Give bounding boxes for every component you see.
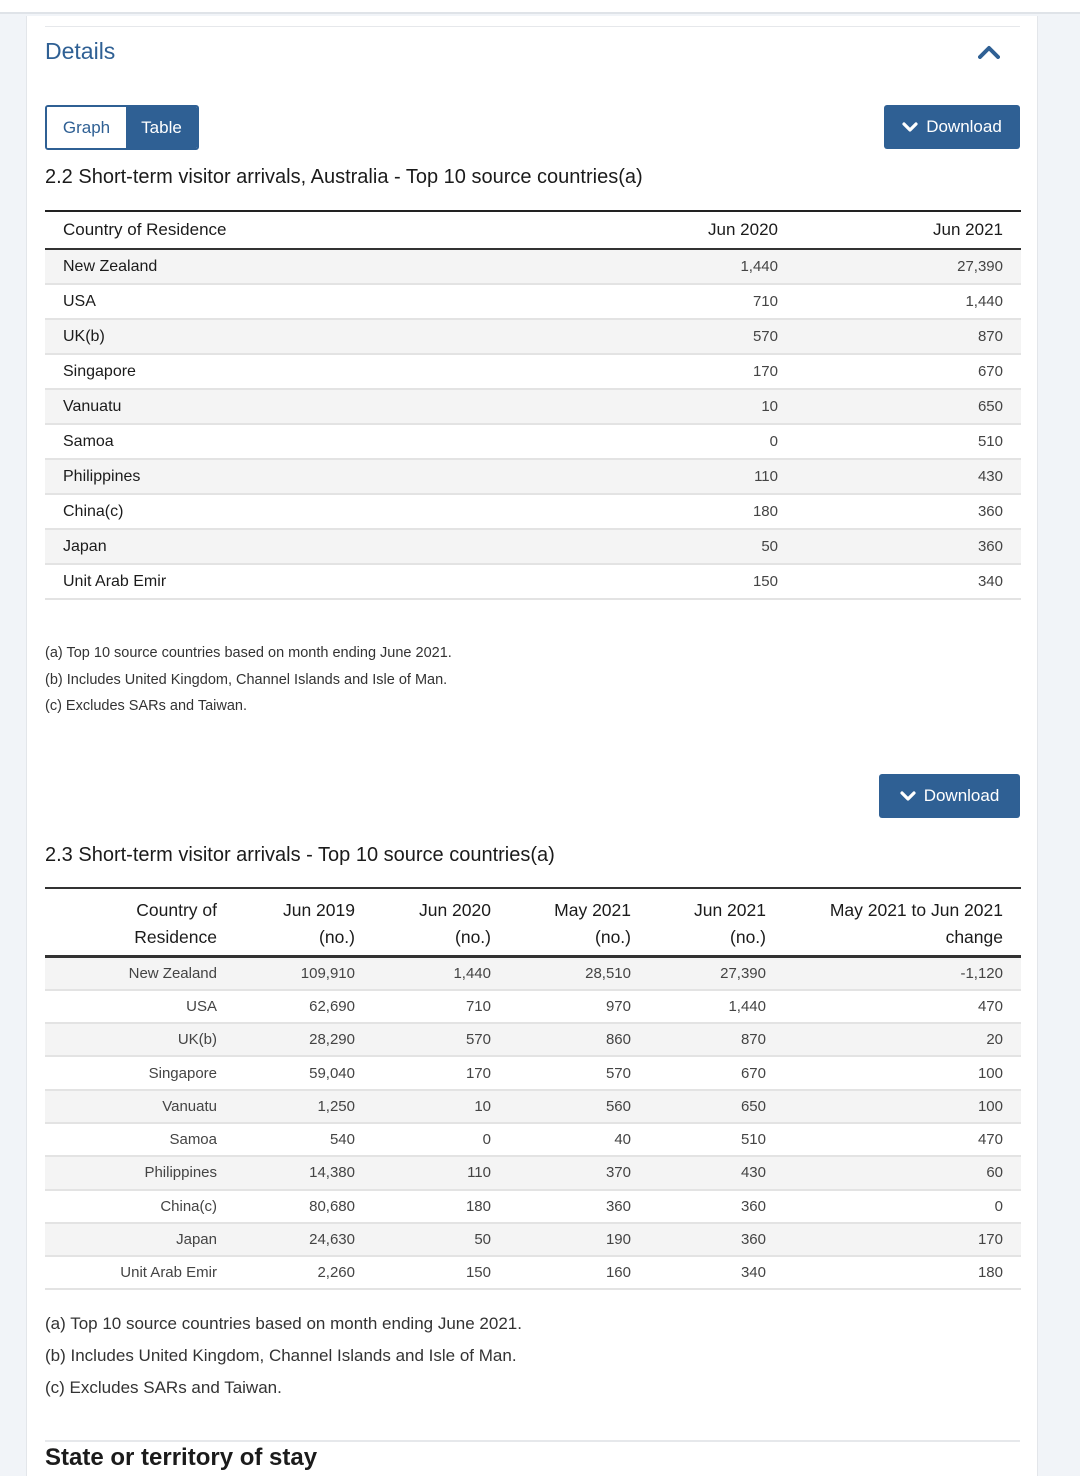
country-cell: Philippines xyxy=(45,459,538,494)
value-cell: 430 xyxy=(631,1156,766,1189)
value-cell: 62,690 xyxy=(217,990,355,1023)
table-2-3-title: 2.3 Short-term visitor arrivals - Top 10 source countries(a) xyxy=(45,844,555,866)
footnote-c: (c) Excludes SARs and Taiwan. xyxy=(45,1378,282,1397)
table-view-button[interactable]: Table xyxy=(126,107,197,148)
country-cell: Vanuatu xyxy=(45,389,538,424)
value-cell: 970 xyxy=(491,990,631,1023)
country-cell: China(c) xyxy=(45,494,538,529)
value-cell: 430 xyxy=(778,459,1021,494)
table-row xyxy=(45,957,1021,990)
column-header-jun-2021: Jun 2021 (no.) xyxy=(631,888,766,957)
value-cell: 50 xyxy=(538,529,778,564)
value-cell: 360 xyxy=(778,494,1021,529)
value-cell: 360 xyxy=(778,529,1021,564)
change-cell: 180 xyxy=(766,1256,1021,1289)
value-cell: 28,290 xyxy=(217,1023,355,1056)
table-row xyxy=(45,564,1021,599)
value-cell: 59,040 xyxy=(217,1056,355,1089)
change-cell: 20 xyxy=(766,1023,1021,1056)
footnote-a: (a) Top 10 source countries based on month ending June 2021. xyxy=(45,645,452,661)
value-cell: 570 xyxy=(538,319,778,354)
value-cell: 0 xyxy=(355,1123,491,1156)
value-cell: 560 xyxy=(491,1090,631,1123)
value-cell: 710 xyxy=(538,284,778,319)
country-cell: New Zealand xyxy=(45,249,538,284)
value-cell: 710 xyxy=(355,990,491,1023)
table-2-3 xyxy=(45,887,1021,1290)
download-label: Download xyxy=(923,786,1000,805)
value-cell: 160 xyxy=(491,1256,631,1289)
footnote-b: (b) Includes United Kingdom, Channel Islands and Isle of Man. xyxy=(45,671,448,688)
column-header-change: May 2021 to Jun 2021 change xyxy=(766,888,1021,957)
table-row xyxy=(45,354,1021,389)
table-2-3-footnotes xyxy=(45,1308,522,1404)
value-cell: 670 xyxy=(778,354,1021,389)
table-row xyxy=(45,1156,1021,1189)
value-cell: 170 xyxy=(355,1056,491,1089)
value-cell: 150 xyxy=(538,564,778,599)
table-row xyxy=(45,494,1021,529)
change-cell: 470 xyxy=(766,1123,1021,1156)
value-cell: 360 xyxy=(491,1190,631,1223)
value-cell: 190 xyxy=(491,1223,631,1256)
change-cell: 0 xyxy=(766,1190,1021,1223)
view-toggle xyxy=(45,105,199,150)
change-cell: 60 xyxy=(766,1156,1021,1189)
country-cell: Samoa xyxy=(45,1123,217,1156)
value-cell: 150 xyxy=(355,1256,491,1289)
country-cell: Japan xyxy=(45,1223,217,1256)
value-cell: 360 xyxy=(631,1190,766,1223)
column-header-may-2021: May 2021 (no.) xyxy=(491,888,631,957)
value-cell: 110 xyxy=(355,1156,491,1189)
table-2-2 xyxy=(45,210,1021,600)
footnote-c: (c) Excludes SARs and Taiwan. xyxy=(45,698,248,714)
value-cell: 340 xyxy=(631,1256,766,1289)
table-header-row xyxy=(45,211,1021,249)
section-heading-state: State or territory of stay xyxy=(45,1444,318,1471)
value-cell: 570 xyxy=(355,1023,491,1056)
value-cell: 1,440 xyxy=(355,957,491,990)
value-cell: 14,380 xyxy=(217,1156,355,1189)
footnote-a: (a) Top 10 source countries based on month ending June 2021. xyxy=(45,1314,522,1333)
value-cell: 670 xyxy=(631,1056,766,1089)
collapse-button[interactable] xyxy=(974,40,1004,64)
divider xyxy=(45,26,1020,27)
value-cell: 360 xyxy=(631,1223,766,1256)
country-cell: Singapore xyxy=(45,354,538,389)
country-cell: Japan xyxy=(45,529,538,564)
change-cell: 170 xyxy=(766,1223,1021,1256)
value-cell: 1,250 xyxy=(217,1090,355,1123)
table-row xyxy=(45,1056,1021,1089)
table-row xyxy=(45,990,1021,1023)
column-header-jun-2021: Jun 2021 xyxy=(778,211,1021,249)
value-cell: 510 xyxy=(631,1123,766,1156)
table-row xyxy=(45,389,1021,424)
chevron-up-icon xyxy=(978,45,1000,59)
download-button-2-3[interactable] xyxy=(879,774,1020,818)
value-cell: 180 xyxy=(355,1190,491,1223)
details-heading: Details xyxy=(45,38,116,64)
value-cell: 510 xyxy=(778,424,1021,459)
table-row xyxy=(45,1123,1021,1156)
page-gutter xyxy=(1039,16,1080,1460)
details-panel xyxy=(26,16,1038,1476)
value-cell: 10 xyxy=(538,389,778,424)
country-cell: Philippines xyxy=(45,1156,217,1189)
chevron-down-icon xyxy=(902,121,918,133)
value-cell: 28,510 xyxy=(491,957,631,990)
change-cell: 100 xyxy=(766,1056,1021,1089)
value-cell: 870 xyxy=(778,319,1021,354)
download-label: Download xyxy=(926,117,1002,136)
country-cell: Vanuatu xyxy=(45,1090,217,1123)
column-header-jun-2019: Jun 2019 (no.) xyxy=(217,888,355,957)
country-cell: Unit Arab Emir xyxy=(45,564,538,599)
value-cell: 650 xyxy=(631,1090,766,1123)
table-row xyxy=(45,284,1021,319)
footnote-b: (b) Includes United Kingdom, Channel Islands and Isle of Man. xyxy=(45,1346,517,1365)
country-cell: UK(b) xyxy=(45,319,538,354)
table-2-2-footnotes xyxy=(45,640,452,720)
download-button-2-2[interactable] xyxy=(884,105,1020,149)
table-row xyxy=(45,1190,1021,1223)
table-row xyxy=(45,424,1021,459)
table-row xyxy=(45,1023,1021,1056)
change-cell: 470 xyxy=(766,990,1021,1023)
value-cell: 340 xyxy=(778,564,1021,599)
value-cell: 27,390 xyxy=(778,249,1021,284)
column-header-jun-2020: Jun 2020 (no.) xyxy=(355,888,491,957)
table-row xyxy=(45,1256,1021,1289)
value-cell: 10 xyxy=(355,1090,491,1123)
country-cell: Samoa xyxy=(45,424,538,459)
value-cell: 370 xyxy=(491,1156,631,1189)
value-cell: 860 xyxy=(491,1023,631,1056)
change-cell: 100 xyxy=(766,1090,1021,1123)
value-cell: 180 xyxy=(538,494,778,529)
table-row xyxy=(45,1223,1021,1256)
table-row xyxy=(45,249,1021,284)
value-cell: 27,390 xyxy=(631,957,766,990)
divider xyxy=(45,1440,1020,1442)
table-header-row xyxy=(45,888,1021,957)
value-cell: 2,260 xyxy=(217,1256,355,1289)
table-row xyxy=(45,529,1021,564)
table-row xyxy=(45,1090,1021,1123)
value-cell: 109,910 xyxy=(217,957,355,990)
column-header-jun-2020: Jun 2020 xyxy=(538,211,778,249)
table-2-2-title: 2.2 Short-term visitor arrivals, Australia - Top 10 source countries(a) xyxy=(45,166,643,188)
value-cell: 80,680 xyxy=(217,1190,355,1223)
graph-view-button[interactable]: Graph xyxy=(47,107,126,148)
table-row xyxy=(45,459,1021,494)
value-cell: 40 xyxy=(491,1123,631,1156)
value-cell: 570 xyxy=(491,1056,631,1089)
value-cell: 870 xyxy=(631,1023,766,1056)
country-cell: USA xyxy=(45,990,217,1023)
value-cell: 170 xyxy=(538,354,778,389)
top-bar xyxy=(0,0,1080,14)
country-cell: Unit Arab Emir xyxy=(45,1256,217,1289)
chevron-down-icon xyxy=(900,790,916,802)
country-cell: UK(b) xyxy=(45,1023,217,1056)
column-header-country: Country of Residence xyxy=(45,888,217,957)
value-cell: 110 xyxy=(538,459,778,494)
country-cell: USA xyxy=(45,284,538,319)
value-cell: 0 xyxy=(538,424,778,459)
table-row xyxy=(45,319,1021,354)
value-cell: 540 xyxy=(217,1123,355,1156)
value-cell: 24,630 xyxy=(217,1223,355,1256)
value-cell: 1,440 xyxy=(778,284,1021,319)
country-cell: China(c) xyxy=(45,1190,217,1223)
country-cell: New Zealand xyxy=(45,957,217,990)
value-cell: 1,440 xyxy=(631,990,766,1023)
value-cell: 1,440 xyxy=(538,249,778,284)
change-cell: -1,120 xyxy=(766,957,1021,990)
value-cell: 50 xyxy=(355,1223,491,1256)
column-header-country: Country of Residence xyxy=(45,211,538,249)
value-cell: 650 xyxy=(778,389,1021,424)
country-cell: Singapore xyxy=(45,1056,217,1089)
